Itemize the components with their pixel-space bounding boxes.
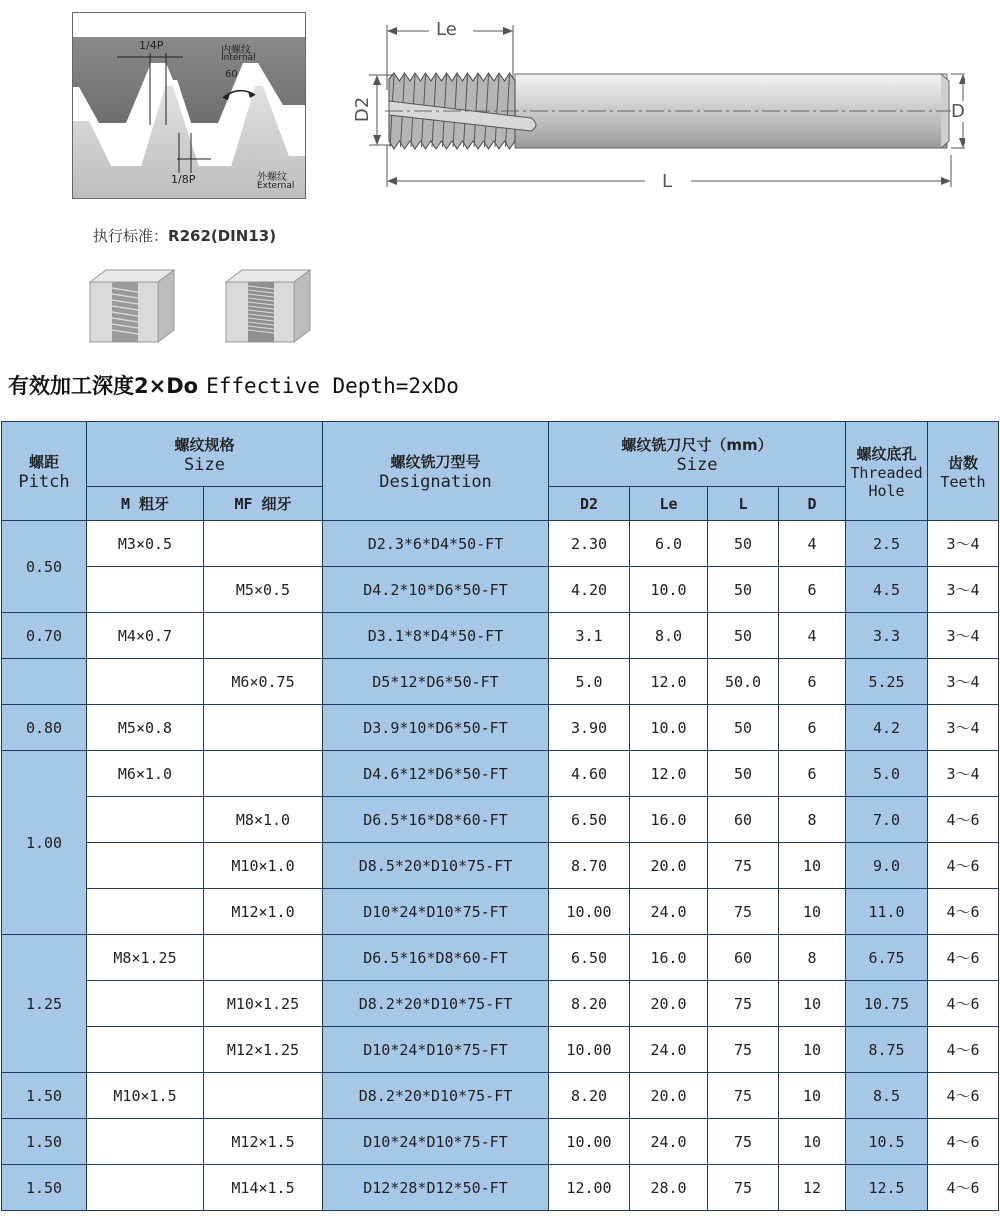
table-row <box>2 1119 999 1165</box>
threaded-hole-cell: 4.5 <box>846 567 928 613</box>
teeth-cell: 3～4 <box>928 613 999 659</box>
threaded-hole-cell: 5.25 <box>846 659 928 705</box>
thread-block-image-2 <box>218 268 314 346</box>
pitch-cell <box>2 659 87 705</box>
designation-cell: D3.1*8*D4*50-FT <box>323 613 549 659</box>
threaded-hole-header <box>846 422 928 521</box>
l-cell: 50.0 <box>708 659 779 705</box>
d-cell: 8 <box>779 797 846 843</box>
dimensions-header-cn: 螺纹铣刀尺寸（mm） <box>621 435 773 454</box>
table-row <box>2 659 999 705</box>
d-cell: 4 <box>779 613 846 659</box>
pitch-cell: 1.50 <box>2 1165 87 1211</box>
le-cell: 24.0 <box>630 1027 708 1073</box>
m-coarse-header: M 粗牙 <box>87 487 204 521</box>
designation-cell: D4.6*12*D6*50-FT <box>323 751 549 797</box>
mf-size-cell <box>204 1073 323 1119</box>
external-thread-label-en: External <box>257 181 295 191</box>
l-cell: 75 <box>708 981 779 1027</box>
d2-cell: 3.90 <box>549 705 630 751</box>
le-cell: 24.0 <box>630 889 708 935</box>
designation-cell: D10*24*D10*75-FT <box>323 1027 549 1073</box>
teeth-cell: 4～6 <box>928 797 999 843</box>
threaded-hole-cell: 8.5 <box>846 1073 928 1119</box>
pitch-cell: 1.50 <box>2 1073 87 1119</box>
teeth-cell: 3～4 <box>928 751 999 797</box>
l-cell: 60 <box>708 797 779 843</box>
d2-header: D2 <box>549 487 630 521</box>
d2-cell: 5.0 <box>549 659 630 705</box>
m-size-cell <box>87 1027 204 1073</box>
m-size-cell <box>87 1119 204 1165</box>
thread-mill-drawing <box>345 15 965 195</box>
d2-cell: 2.30 <box>549 521 630 567</box>
spec-table <box>1 421 999 1211</box>
d2-cell: 8.20 <box>549 981 630 1027</box>
designation-cell: D4.2*10*D6*50-FT <box>323 567 549 613</box>
d-dimension-label: D <box>951 101 965 122</box>
table-row <box>2 1027 999 1073</box>
designation-cell: D6.5*16*D8*60-FT <box>323 935 549 981</box>
designation-cell: D3.9*10*D6*50-FT <box>323 705 549 751</box>
designation-cell: D8.5*20*D10*75-FT <box>323 843 549 889</box>
le-cell: 20.0 <box>630 843 708 889</box>
mf-size-cell <box>204 521 323 567</box>
threaded-hole-cell: 12.5 <box>846 1165 928 1211</box>
le-cell: 10.0 <box>630 705 708 751</box>
mf-size-cell <box>204 935 323 981</box>
l-cell: 50 <box>708 521 779 567</box>
le-cell: 8.0 <box>630 613 708 659</box>
mf-size-cell: M6×0.75 <box>204 659 323 705</box>
pitch-cell: 1.25 <box>2 935 87 1073</box>
d2-cell: 6.50 <box>549 797 630 843</box>
d-cell: 10 <box>779 1073 846 1119</box>
l-cell: 75 <box>708 843 779 889</box>
designation-header-en: Designation <box>379 471 492 492</box>
d-cell: 10 <box>779 889 846 935</box>
m-size-cell: M5×0.8 <box>87 705 204 751</box>
d2-cell: 4.20 <box>549 567 630 613</box>
table-row <box>2 705 999 751</box>
heading-en: Effective Depth=2xDo <box>206 374 459 398</box>
table-row <box>2 981 999 1027</box>
teeth-cell: 4～6 <box>928 889 999 935</box>
le-cell: 24.0 <box>630 1119 708 1165</box>
table-row <box>2 797 999 843</box>
designation-cell: D6.5*16*D8*60-FT <box>323 797 549 843</box>
internal-thread-label-en: Internal <box>221 53 256 63</box>
teeth-cell: 4～6 <box>928 843 999 889</box>
m-size-cell: M4×0.7 <box>87 613 204 659</box>
mf-size-cell: M12×1.25 <box>204 1027 323 1073</box>
pitch-cell: 1.00 <box>2 751 87 935</box>
d2-cell: 4.60 <box>549 751 630 797</box>
d-cell: 8 <box>779 935 846 981</box>
threaded-hole-cell: 10.75 <box>846 981 928 1027</box>
l-cell: 50 <box>708 751 779 797</box>
pitch-cell: 0.80 <box>2 705 87 751</box>
table-row <box>2 521 999 567</box>
d2-cell: 10.00 <box>549 1119 630 1165</box>
d-cell: 12 <box>779 1165 846 1211</box>
threaded-hole-cell: 9.0 <box>846 843 928 889</box>
l-cell: 50 <box>708 705 779 751</box>
le-header: Le <box>630 487 708 521</box>
d2-cell: 3.1 <box>549 613 630 659</box>
designation-cell: D8.2*20*D10*75-FT <box>323 981 549 1027</box>
size-header <box>87 422 323 487</box>
designation-cell: D8.2*20*D10*75-FT <box>323 1073 549 1119</box>
thread-profile-diagram <box>72 12 306 199</box>
d-header: D <box>779 487 846 521</box>
m-size-cell <box>87 981 204 1027</box>
l-cell: 75 <box>708 1073 779 1119</box>
le-cell: 20.0 <box>630 1073 708 1119</box>
size-header-en: Size <box>184 454 225 475</box>
l-cell: 50 <box>708 567 779 613</box>
le-dimension-label: Le <box>433 19 460 40</box>
standard-value: R262(DIN13) <box>168 227 277 245</box>
le-cell: 28.0 <box>630 1165 708 1211</box>
teeth-header-en: Teeth <box>940 472 986 491</box>
m-size-cell <box>87 843 204 889</box>
size-header-cn: 螺纹规格 <box>174 435 235 454</box>
table-row <box>2 889 999 935</box>
mf-size-cell <box>204 705 323 751</box>
teeth-header-cn: 齿数 <box>947 453 978 472</box>
le-cell: 20.0 <box>630 981 708 1027</box>
table-row <box>2 843 999 889</box>
threaded-hole-cell: 2.5 <box>846 521 928 567</box>
table-row <box>2 613 999 659</box>
le-cell: 16.0 <box>630 935 708 981</box>
threaded-hole-cell: 3.3 <box>846 613 928 659</box>
teeth-cell: 4～6 <box>928 981 999 1027</box>
threaded-hole-cell: 10.5 <box>846 1119 928 1165</box>
designation-header-cn: 螺纹铣刀型号 <box>390 452 481 471</box>
m-size-cell: M10×1.5 <box>87 1073 204 1119</box>
le-cell: 10.0 <box>630 567 708 613</box>
standard-label: 执行标准： <box>93 227 169 245</box>
teeth-cell: 3～4 <box>928 705 999 751</box>
l-cell: 50 <box>708 613 779 659</box>
pitch-header <box>2 422 87 521</box>
threaded-hole-cell: 11.0 <box>846 889 928 935</box>
mf-size-cell <box>204 751 323 797</box>
eighth-pitch-label: 1/8P <box>171 173 196 186</box>
table-row <box>2 1073 999 1119</box>
designation-header <box>323 422 549 521</box>
dimensions-header <box>549 422 846 487</box>
designation-cell: D12*28*D12*50-FT <box>323 1165 549 1211</box>
table-row <box>2 567 999 613</box>
m-size-cell <box>87 797 204 843</box>
d-cell: 10 <box>779 1027 846 1073</box>
teeth-cell: 4～6 <box>928 1119 999 1165</box>
pitch-cell: 0.50 <box>2 521 87 613</box>
mf-size-cell: M8×1.0 <box>204 797 323 843</box>
l-cell: 75 <box>708 1027 779 1073</box>
teeth-cell: 4～6 <box>928 1073 999 1119</box>
pitch-cell: 0.70 <box>2 613 87 659</box>
mf-size-cell <box>204 613 323 659</box>
table-row <box>2 751 999 797</box>
d2-cell: 12.00 <box>549 1165 630 1211</box>
thread-angle-label: 60 <box>225 69 238 80</box>
designation-cell: D10*24*D10*75-FT <box>323 1119 549 1165</box>
l-dimension-label: L <box>659 171 675 192</box>
thread-mill-diagram <box>345 15 965 195</box>
dimensions-header-en: Size <box>676 454 718 475</box>
d2-dimension-label: D2 <box>352 94 373 125</box>
internal-thread-label-cn: 内螺纹 <box>221 45 251 56</box>
mf-size-cell: M12×1.0 <box>204 889 323 935</box>
table-row <box>2 1165 999 1211</box>
pitch-header-en: Pitch <box>18 471 70 492</box>
le-cell: 12.0 <box>630 751 708 797</box>
hole-header-en-1: Threaded <box>850 463 923 482</box>
d-cell: 10 <box>779 843 846 889</box>
d-cell: 6 <box>779 751 846 797</box>
mf-size-cell: M12×1.5 <box>204 1119 323 1165</box>
quarter-pitch-label: 1/4P <box>139 39 164 52</box>
m-size-cell <box>87 659 204 705</box>
hole-header-en-2: Hole <box>868 481 905 500</box>
thread-block-image-1 <box>82 268 178 346</box>
section-heading <box>8 370 459 400</box>
pitch-header-cn: 螺距 <box>28 452 59 471</box>
teeth-header <box>928 422 999 521</box>
threaded-hole-cell: 5.0 <box>846 751 928 797</box>
d2-cell: 8.20 <box>549 1073 630 1119</box>
mf-size-cell: M5×0.5 <box>204 567 323 613</box>
threaded-hole-cell: 8.75 <box>846 1027 928 1073</box>
spec-table-body <box>2 521 999 1211</box>
external-thread-label-cn: 外螺纹 <box>257 172 287 183</box>
d-cell: 6 <box>779 705 846 751</box>
heading-cn: 有效加工深度2×Do <box>8 374 199 398</box>
teeth-cell: 4～6 <box>928 935 999 981</box>
teeth-cell: 4～6 <box>928 1165 999 1211</box>
l-header: L <box>708 487 779 521</box>
designation-cell: D2.3*6*D4*50-FT <box>323 521 549 567</box>
designation-cell: D5*12*D6*50-FT <box>323 659 549 705</box>
m-size-cell <box>87 889 204 935</box>
m-size-cell <box>87 567 204 613</box>
d2-cell: 6.50 <box>549 935 630 981</box>
m-size-cell: M8×1.25 <box>87 935 204 981</box>
m-size-cell: M3×0.5 <box>87 521 204 567</box>
m-size-cell: M6×1.0 <box>87 751 204 797</box>
l-cell: 75 <box>708 889 779 935</box>
pitch-cell: 1.50 <box>2 1119 87 1165</box>
threaded-hole-cell: 6.75 <box>846 935 928 981</box>
teeth-cell: 3～4 <box>928 521 999 567</box>
d2-cell: 8.70 <box>549 843 630 889</box>
mf-fine-header: MF 细牙 <box>204 487 323 521</box>
d2-cell: 10.00 <box>549 889 630 935</box>
d-cell: 4 <box>779 521 846 567</box>
hole-header-cn: 螺纹底孔 <box>856 444 917 463</box>
threaded-hole-cell: 7.0 <box>846 797 928 843</box>
l-cell: 75 <box>708 1165 779 1211</box>
designation-cell: D10*24*D10*75-FT <box>323 889 549 935</box>
le-cell: 6.0 <box>630 521 708 567</box>
mf-size-cell: M10×1.0 <box>204 843 323 889</box>
mf-size-cell: M14×1.5 <box>204 1165 323 1211</box>
m-size-cell <box>87 1165 204 1211</box>
d-cell: 10 <box>779 1119 846 1165</box>
teeth-cell: 3～4 <box>928 659 999 705</box>
teeth-cell: 4～6 <box>928 1027 999 1073</box>
l-cell: 75 <box>708 1119 779 1165</box>
d2-cell: 10.00 <box>549 1027 630 1073</box>
teeth-cell: 3～4 <box>928 567 999 613</box>
table-row <box>2 935 999 981</box>
le-cell: 12.0 <box>630 659 708 705</box>
threaded-hole-cell: 4.2 <box>846 705 928 751</box>
d-cell: 6 <box>779 659 846 705</box>
d-cell: 6 <box>779 567 846 613</box>
standard-line <box>93 225 276 246</box>
mf-size-cell: M10×1.25 <box>204 981 323 1027</box>
d-cell: 10 <box>779 981 846 1027</box>
l-cell: 60 <box>708 935 779 981</box>
le-cell: 16.0 <box>630 797 708 843</box>
